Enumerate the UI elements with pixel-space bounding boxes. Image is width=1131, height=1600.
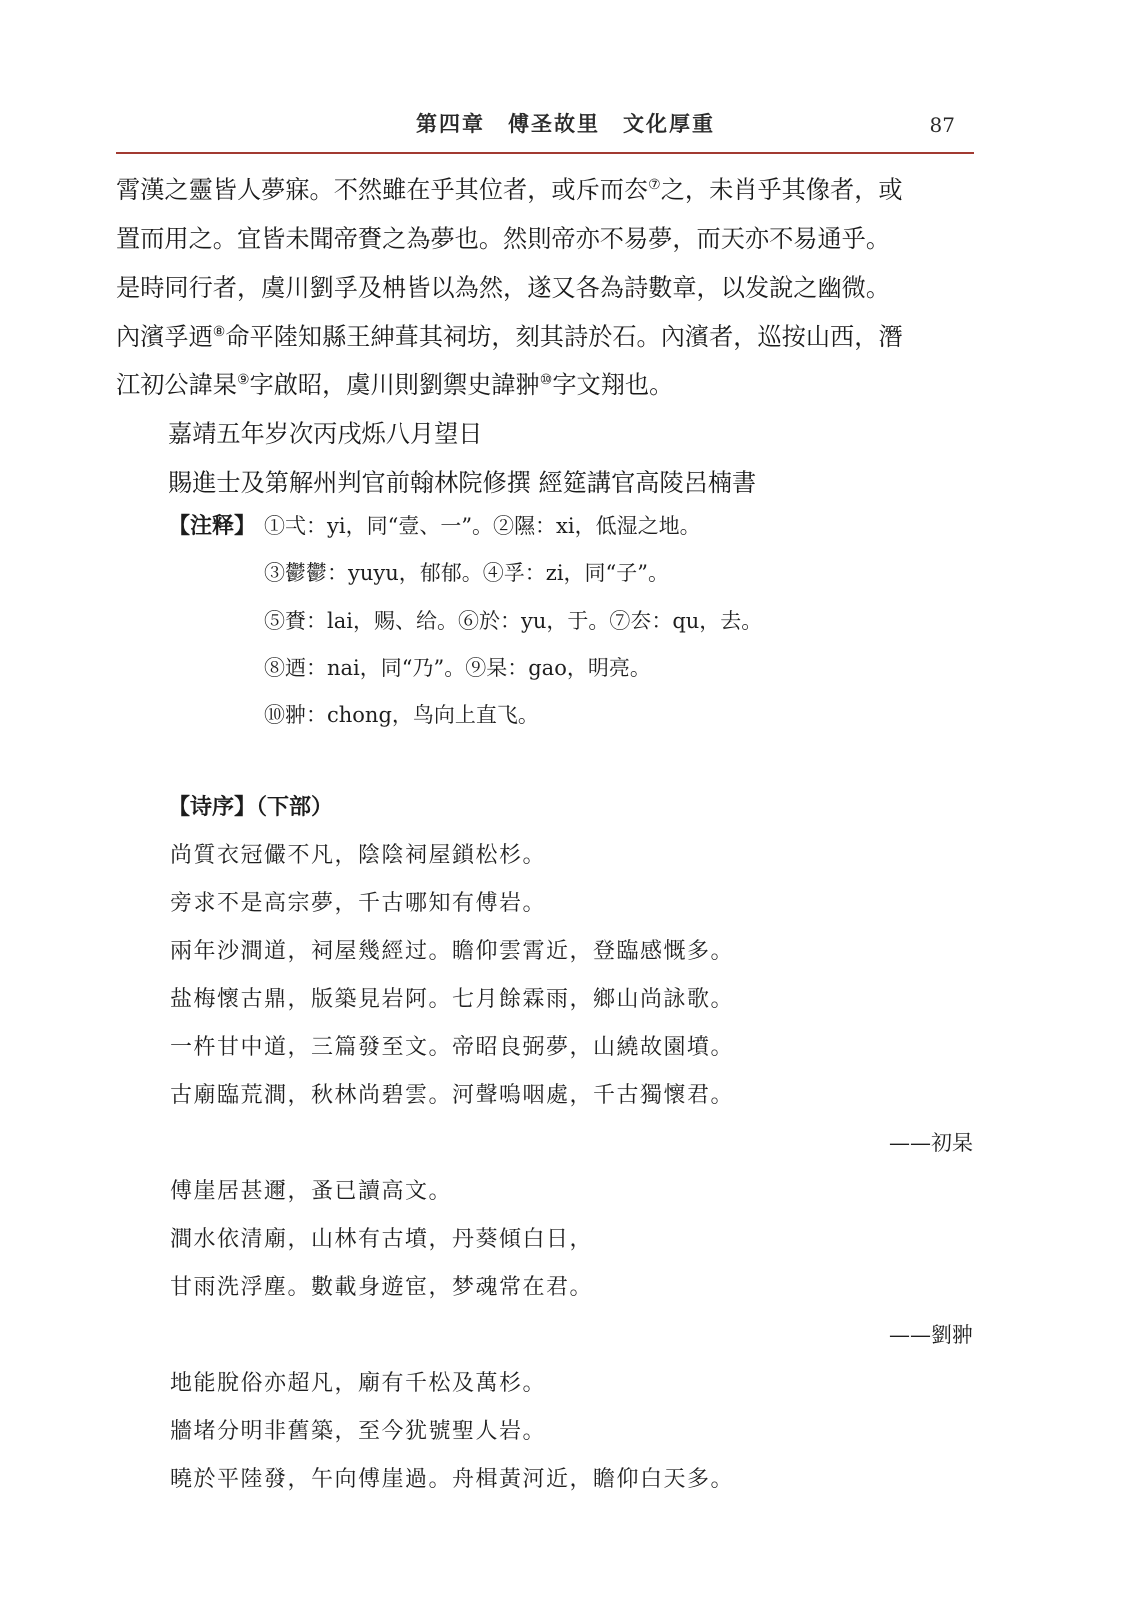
signature-line: 賜進士及第解州判官前翰林院修撰 經筵講官高陵呂楠書 bbox=[168, 469, 757, 497]
note-line-1: ①弌：yi，同“壹、一”。②隰：xi，低湿之地。 bbox=[264, 514, 701, 538]
poem-line: 甘雨洗浮塵。數載身遊宦，梦魂常在君。 bbox=[170, 1275, 594, 1300]
poem-attribution-2: ——劉翀 bbox=[889, 1323, 973, 1347]
note-line-2: ③鬱鬱：yuyu，郁郁。④孚：zi，同“子”。 bbox=[264, 561, 670, 585]
poem-line: 一杵甘中道，三篇發至文。帝昭良弼夢，山繞故園墳。 bbox=[170, 1035, 735, 1060]
page-number: 87 bbox=[929, 113, 955, 137]
poem-line: 兩年沙澗道，祠屋幾經过。瞻仰雲霄近，登臨感慨多。 bbox=[170, 939, 735, 964]
poem-line: 傅崖居甚邇，蚤已讀高文。 bbox=[170, 1179, 453, 1204]
running-header-title: 第四章 傅圣故里 文化厚重 bbox=[416, 112, 715, 136]
prose-line-1: 霄漢之靈皆人夢寐。不然雖在乎其位者，或斥而厺⑦之，未肖乎其像者，或 bbox=[116, 176, 903, 204]
prose-line-4: 內濱孚迺⑧命平陸知縣王紳葺其祠坊，刻其詩於石。內濱者，巡按山西，潛 bbox=[116, 323, 903, 351]
poem-line: 旁求不是高宗夢，千古哪知有傅岩。 bbox=[170, 891, 547, 916]
poem-line: 牆堵分明非舊築，至今犹號聖人岩。 bbox=[170, 1419, 547, 1444]
note-line-5: ⑩翀：chong，鸟向上直飞。 bbox=[264, 703, 539, 727]
poems-label: 【诗序】（下部） bbox=[168, 795, 334, 820]
poem-line: 曉於平陸發，午向傅崖過。舟楫黃河近，瞻仰白天多。 bbox=[170, 1467, 735, 1492]
poem-line: 盐梅懷古鼎，版築見岩阿。七月餘霖雨，鄉山尚詠歌。 bbox=[170, 987, 735, 1012]
poem-line: 地能脫俗亦超凡，廟有千松及萬杉。 bbox=[170, 1371, 547, 1396]
poem-line: 古廟臨荒澗，秋林尚碧雲。河聲嗚咽處，千古獨懷君。 bbox=[170, 1083, 735, 1108]
notes-label: 【注释】 bbox=[168, 514, 257, 539]
prose-line-2: 置而用之。宜皆未聞帝賚之為夢也。然則帝亦不易夢，而天亦不易通乎。 bbox=[116, 225, 891, 253]
poem-line: 澗水依清廟，山林有古墳，丹葵傾白日， bbox=[170, 1227, 594, 1252]
poem-line: 尚質衣冠儼不凡，陰陰祠屋鎖松杉。 bbox=[170, 843, 547, 868]
poem-attribution-1: ——初杲 bbox=[889, 1131, 973, 1155]
date-line: 嘉靖五年岁次丙戌烁八月望日 bbox=[168, 420, 483, 448]
note-line-3: ⑤賚：lai，赐、给。⑥於：yu，于。⑦厺：qu，去。 bbox=[264, 609, 763, 633]
prose-line-5: 江初公諱杲⑨字啟昭，虞川則劉禦史諱翀⑩字文翔也。 bbox=[116, 371, 674, 399]
prose-line-3: 是時同行者，虞川劉孚及柟皆以為然，遂又各為詩數章，以发說之幽微。 bbox=[116, 274, 891, 302]
header-rule bbox=[116, 152, 974, 154]
note-line-4: ⑧迺：nai，同“乃”。⑨杲：gao，明亮。 bbox=[264, 656, 651, 680]
